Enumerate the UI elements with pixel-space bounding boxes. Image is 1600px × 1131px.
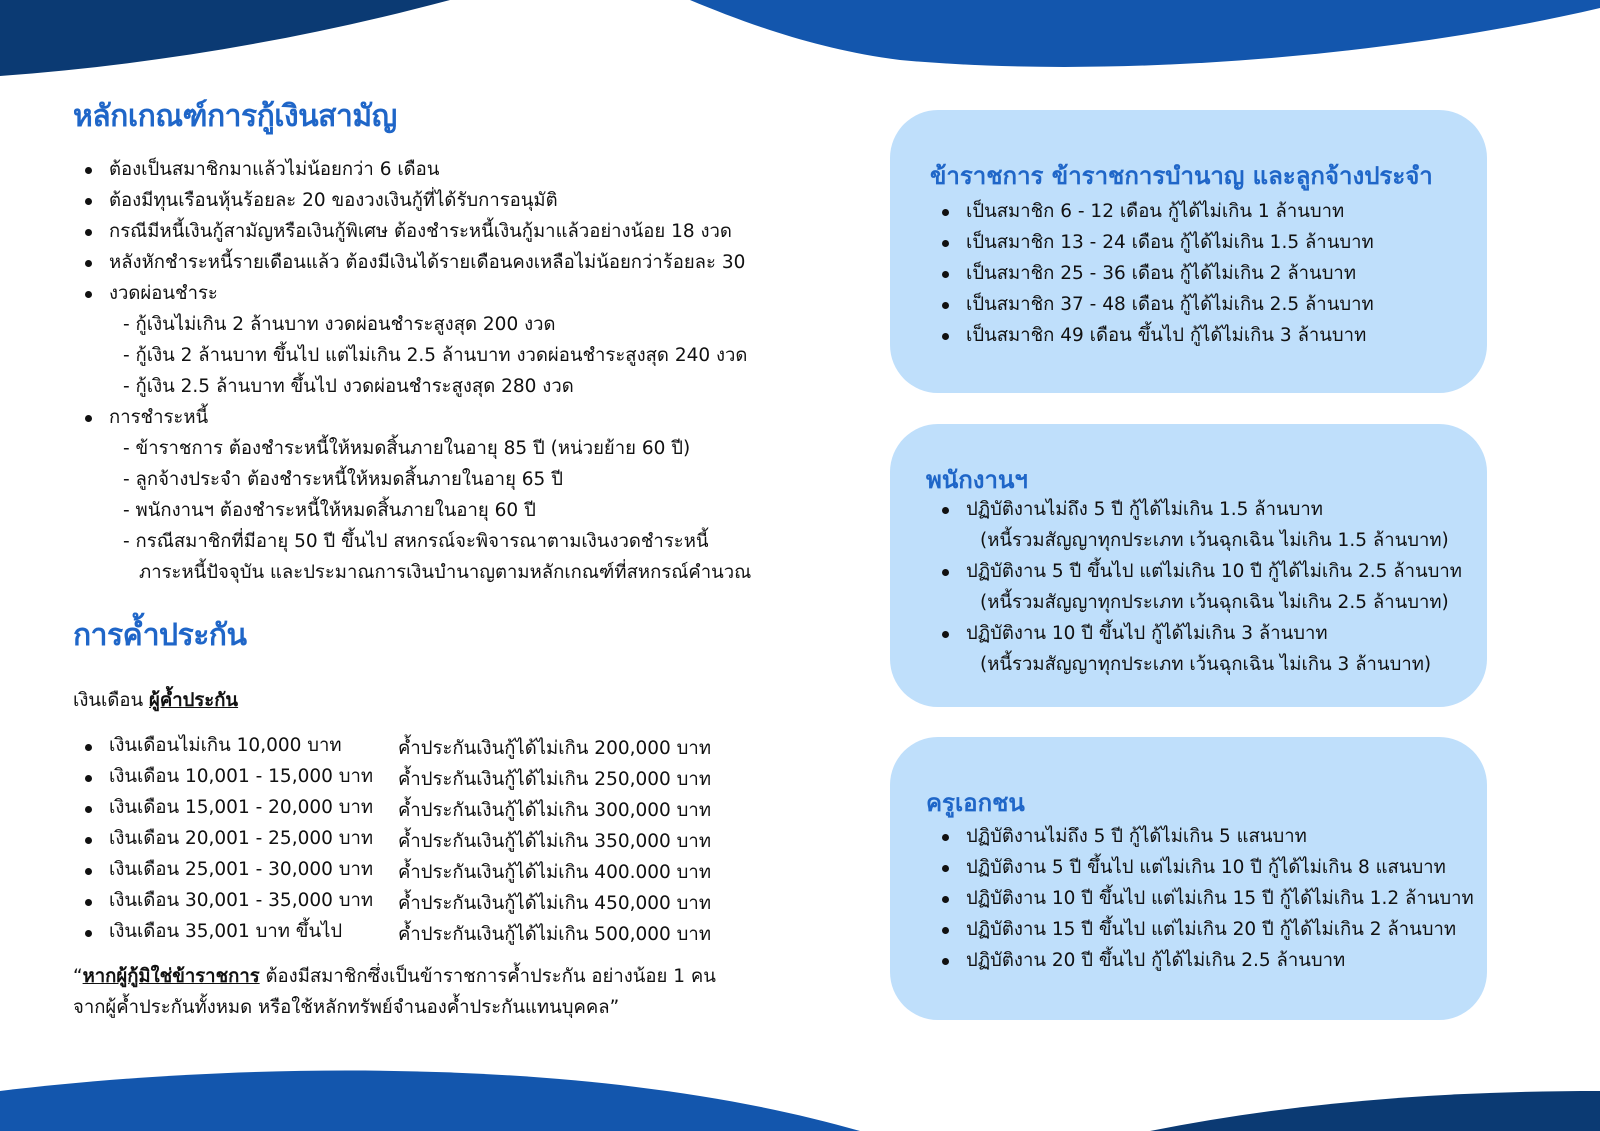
guarantee-limit: ค้ำประกันเงินกู้ได้ไม่เกิน 250,000 บาท xyxy=(398,769,712,790)
sub-list-item-continuation: ภาระหนี้ปัจจุบัน และประมาณการเงินบำนาญตามหลักเกณฑ์ที่สหกรณ์คำนวณ xyxy=(139,562,752,583)
sub-list-item: - กรณีสมาชิกที่มีอายุ 50 ปี ขึ้นไป สหกรณ์จะพิจารณาตามเงินงวดชำระหนี้ xyxy=(123,531,709,552)
panel-private-teachers xyxy=(890,737,1487,1020)
criteria-title: หลักเกณฑ์การกู้เงินสามัญ xyxy=(73,99,397,134)
list-item: ปฏิบัติงาน 5 ปี ขึ้นไป แต่ไม่เกิน 10 ปี กู้ได้ไม่เกิน 8 แสนบาท xyxy=(930,852,1474,883)
panel-list xyxy=(930,821,1474,976)
guarantee-limit: ค้ำประกันเงินกู้ได้ไม่เกิน 350,000 บาท xyxy=(398,831,712,852)
guarantee-limit: ค้ำประกันเงินกู้ได้ไม่เกิน 450,000 บาท xyxy=(398,893,712,914)
note-bold-text: หากผู้กู้มิใช่ข้าราชการ xyxy=(82,966,260,987)
guarantee-limit: ค้ำประกันเงินกู้ได้ไม่เกิน 500,000 บาท xyxy=(398,924,712,945)
list-item: ปฏิบัติงาน 15 ปี ขึ้นไป แต่ไม่เกิน 20 ปี กู้ได้ไม่เกิน 2 ล้านบาท xyxy=(930,914,1474,945)
note-rest-text: ต้องมีสมาชิกซึ่งเป็นข้าราชการค้ำประกัน อย่างน้อย 1 คน xyxy=(259,966,716,987)
guarantee-limit: ค้ำประกันเงินกู้ได้ไม่เกิน 200,000 บาท xyxy=(398,738,712,759)
guarantee-note xyxy=(73,961,716,1023)
sub-list-item: - กู้เงิน 2.5 ล้านบาท ขึ้นไป งวดผ่อนชำระสูงสุด 280 งวด xyxy=(123,376,574,397)
criteria-list xyxy=(73,154,751,588)
salary-range: เงินเดือนไม่เกิน 10,000 บาท xyxy=(109,731,342,760)
list-item: ปฏิบัติงาน 20 ปี ขึ้นไป กู้ได้ไม่เกิน 2.5 ล้านบาท xyxy=(930,945,1474,976)
list-item: ปฏิบัติงานไม่ถึง 5 ปี กู้ได้ไม่เกิน 5 แสนบาท xyxy=(930,821,1474,852)
guarantee-label xyxy=(73,686,238,715)
list-item: ปฏิบัติงานไม่ถึง 5 ปี กู้ได้ไม่เกิน 1.5 ล้านบาท xyxy=(930,494,1462,525)
list-item: กรณีมีหนี้เงินกู้สามัญหรือเงินกู้พิเศษ ต้องชำระหนี้เงินกู้มาแล้วอย่างน้อย 18 งวด xyxy=(73,216,751,247)
note-open-quote: “ xyxy=(73,966,83,987)
guarantee-note-line2: จากผู้ค้ำประกันทั้งหมด หรือใช้หลักทรัพย์จำนองค้ำประกันแทนบุคคล” xyxy=(73,997,620,1018)
list-item: เป็นสมาชิก 13 - 24 เดือน กู้ได้ไม่เกิน 1.5 ล้านบาท xyxy=(930,227,1374,258)
panel-title: ครูเอกชน xyxy=(926,789,1025,817)
salary-range: เงินเดือน 10,001 - 15,000 บาท xyxy=(109,762,373,791)
guarantee-limit: ค้ำประกันเงินกู้ได้ไม่เกิน 400.000 บาท xyxy=(398,862,712,883)
sub-list-item: - ข้าราชการ ต้องชำระหนี้ให้หมดสิ้นภายในอายุ 85 ปี (หน่วยย้าย 60 ปี) xyxy=(123,438,691,459)
list-item: ต้องมีทุนเรือนหุ้นร้อยละ 20 ของวงเงินกู้ที่ได้รับการอนุมัติ xyxy=(73,185,751,216)
panel-title: พนักงานฯ xyxy=(926,466,1028,494)
panel-civil-servants xyxy=(890,110,1487,393)
salary-range: เงินเดือน 15,001 - 20,000 บาท xyxy=(109,793,373,822)
list-item: ปฏิบัติงาน 5 ปี ขึ้นไป แต่ไม่เกิน 10 ปี กู้ได้ไม่เกิน 2.5 ล้านบาท xyxy=(930,556,1462,587)
sub-list-item: - กู้เงิน 2 ล้านบาท ขึ้นไป แต่ไม่เกิน 2.5 ล้านบาท งวดผ่อนชำระสูงสุด 240 งวด xyxy=(123,345,748,366)
bottom-wave-decoration xyxy=(0,1051,1600,1131)
list-item: เป็นสมาชิก 6 - 12 เดือน กู้ได้ไม่เกิน 1 ล้านบาท xyxy=(930,196,1374,227)
list-item: การชำระหนี้ xyxy=(73,402,751,433)
list-item: เป็นสมาชิก 37 - 48 เดือน กู้ได้ไม่เกิน 2.5 ล้านบาท xyxy=(930,289,1374,320)
salary-range: เงินเดือน 25,001 - 30,000 บาท xyxy=(109,855,373,884)
guarantee-label-prefix: เงินเดือน xyxy=(73,690,144,711)
list-item-note: (หนี้รวมสัญญาทุกประเภท เว้นฉุกเฉิน ไม่เกิน 3 ล้านบาท) xyxy=(980,654,1432,675)
list-item: หลังหักชำระหนี้รายเดือนแล้ว ต้องมีเงินได้รายเดือนคงเหลือไม่น้อยกว่าร้อยละ 30 xyxy=(73,247,751,278)
top-wave-decoration xyxy=(0,0,1600,90)
guarantee-title: การค้ำประกัน xyxy=(73,618,247,653)
panel-title: ข้าราชการ ข้าราชการบำนาญ และลูกจ้างประจำ xyxy=(930,162,1433,190)
guarantee-limit: ค้ำประกันเงินกู้ได้ไม่เกิน 300,000 บาท xyxy=(398,800,712,821)
list-item-note: (หนี้รวมสัญญาทุกประเภท เว้นฉุกเฉิน ไม่เกิน 2.5 ล้านบาท) xyxy=(980,592,1449,613)
panel-list xyxy=(930,494,1462,680)
list-item: ปฏิบัติงาน 10 ปี ขึ้นไป กู้ได้ไม่เกิน 3 ล้านบาท xyxy=(930,618,1462,649)
sub-list-item: - ลูกจ้างประจำ ต้องชำระหนี้ให้หมดสิ้นภายในอายุ 65 ปี xyxy=(123,469,563,490)
sub-list-item: - กู้เงินไม่เกิน 2 ล้านบาท งวดผ่อนชำระสูงสุด 200 งวด xyxy=(123,314,556,335)
sub-list-item: - พนักงานฯ ต้องชำระหนี้ให้หมดสิ้นภายในอายุ 60 ปี xyxy=(123,500,536,521)
list-item: ปฏิบัติงาน 10 ปี ขึ้นไป แต่ไม่เกิน 15 ปี กู้ได้ไม่เกิน 1.2 ล้านบาท xyxy=(930,883,1474,914)
salary-range: เงินเดือน 20,001 - 25,000 บาท xyxy=(109,824,373,853)
list-item: เป็นสมาชิก 49 เดือน ขึ้นไป กู้ได้ไม่เกิน 3 ล้านบาท xyxy=(930,320,1374,351)
list-item: เป็นสมาชิก 25 - 36 เดือน กู้ได้ไม่เกิน 2 ล้านบาท xyxy=(930,258,1374,289)
list-item: งวดผ่อนชำระ xyxy=(73,278,751,309)
salary-range: เงินเดือน 35,001 บาท ขึ้นไป xyxy=(109,917,342,946)
list-item-note: (หนี้รวมสัญญาทุกประเภท เว้นฉุกเฉิน ไม่เกิน 1.5 ล้านบาท) xyxy=(980,530,1449,551)
list-item: ต้องเป็นสมาชิกมาแล้วไม่น้อยกว่า 6 เดือน xyxy=(73,154,751,185)
guarantee-label-bold: ผู้ค้ำประกัน xyxy=(149,690,239,711)
panel-list xyxy=(930,196,1374,351)
guarantee-note-line1 xyxy=(73,961,716,992)
salary-range: เงินเดือน 30,001 - 35,000 บาท xyxy=(109,886,373,915)
panel-employees xyxy=(890,424,1487,707)
